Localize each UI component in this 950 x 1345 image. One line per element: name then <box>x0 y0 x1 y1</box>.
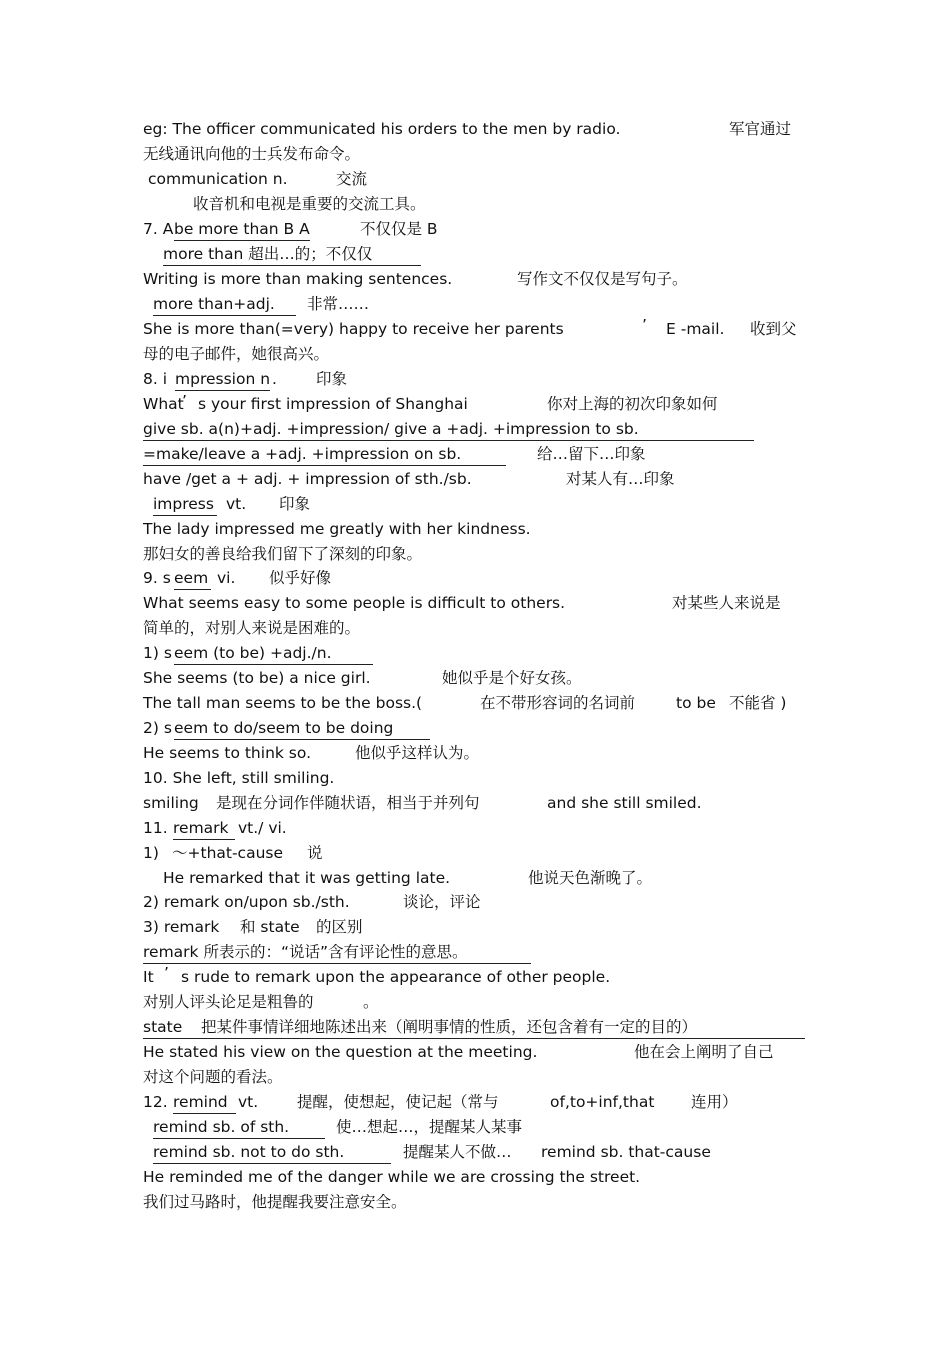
underlined-phrase: more than 超出…的；不仅仅 <box>163 244 421 266</box>
text-segment: It <box>143 968 154 986</box>
text-segment: ～+that-cause <box>172 844 284 862</box>
text-line <box>0 1040 950 1065</box>
text-segment: 我们过马路时，他提醒我要注意安全。 <box>143 1193 407 1211</box>
text-segment: 提醒某人不做… <box>403 1143 512 1161</box>
text-line <box>0 367 950 392</box>
text-line <box>0 117 950 142</box>
text-line <box>0 517 950 542</box>
underlined-phrase: remind sb. not to do sth. <box>153 1142 391 1164</box>
text-segment: smiling <box>143 794 199 812</box>
text-line <box>0 217 950 242</box>
text-line <box>0 940 950 965</box>
underlined-phrase: impress <box>153 494 217 516</box>
text-segment: s rude to remark upon the appearance of other people. <box>181 968 611 986</box>
text-segment: communication n. <box>148 170 288 188</box>
text-segment: 对某人有…印象 <box>566 470 675 488</box>
text-segment: 似乎好像 <box>269 569 332 587</box>
text-line <box>0 267 950 292</box>
text-segment: 3) remark <box>143 918 220 936</box>
text-segment: She is more than(=very) happy to receive her parents <box>143 320 564 338</box>
text-segment: 9. s <box>143 569 171 587</box>
underlined-phrase: remark <box>173 818 235 840</box>
text-segment: He seems to think so. <box>143 744 312 762</box>
text-line <box>0 192 950 217</box>
text-segment: 军官通过 <box>729 120 792 138</box>
underlined-phrase: mpression n <box>175 369 270 391</box>
text-line <box>0 292 950 317</box>
underlined-phrase: =make/leave a +adj. +impression on sb. <box>143 444 506 466</box>
text-segment: 收到父 <box>750 320 797 338</box>
text-segment: vt./ vi. <box>238 819 287 837</box>
text-segment: The lady impressed me greatly with her kindness. <box>143 520 531 538</box>
text-segment: 那妇女的善良给我们留下了深刻的印象。 <box>143 545 423 563</box>
text-line <box>0 816 950 841</box>
text-segment: 印象 <box>316 370 348 388</box>
text-segment: What seems easy to some people is difficult to others. <box>143 594 566 612</box>
text-segment: 12. <box>143 1093 168 1111</box>
text-segment: 使…想起…，提醒某人某事 <box>336 1118 523 1136</box>
text-line <box>0 1015 950 1040</box>
text-segment: of,to+inf,that <box>550 1093 655 1111</box>
text-segment: 连用） <box>691 1093 738 1111</box>
text-segment: 11. <box>143 819 168 837</box>
text-line <box>0 492 950 517</box>
text-segment: 2) remark on/upon sb./sth. <box>143 893 350 911</box>
text-line <box>0 866 950 891</box>
text-segment: 她似乎是个好女孩。 <box>442 669 582 687</box>
text-line <box>0 990 950 1015</box>
text-segment: He remarked that it was getting late. <box>163 869 451 887</box>
underlined-phrase: state <box>143 1017 805 1039</box>
text-segment: 印象 <box>279 495 311 513</box>
text-segment: 8. i <box>143 370 168 388</box>
text-segment: 他说天色渐晚了。 <box>528 869 653 887</box>
text-line <box>0 1165 950 1190</box>
text-line <box>0 716 950 741</box>
text-segment: 给…留下…印象 <box>537 445 646 463</box>
text-line <box>0 766 950 791</box>
text-line <box>0 591 950 616</box>
text-segment: The tall man seems to be the boss.( <box>143 694 423 712</box>
text-segment: and she still smiled. <box>547 794 702 812</box>
text-segment: 提醒，使想起，使记起（常与 <box>297 1093 499 1111</box>
text-segment: What <box>143 395 184 413</box>
text-segment: 在不带形容词的名词前 <box>480 694 636 712</box>
text-segment: 不能省 ) <box>729 694 787 712</box>
text-segment: 母的电子邮件，她很高兴。 <box>143 345 330 363</box>
text-segment: s your first impression of Shanghai <box>198 395 468 413</box>
text-line <box>0 666 950 691</box>
text-segment: 。 <box>363 993 379 1011</box>
text-segment: have /get a + adj. + impression of sth./sb. <box>143 470 472 488</box>
text-segment: . <box>272 370 277 388</box>
text-segment: 非常…… <box>307 295 370 313</box>
text-segment: He stated his view on the question at the meeting. <box>143 1043 538 1061</box>
text-segment: 说 <box>307 844 323 862</box>
underlined-phrase: eem (to be) +adj./n. <box>174 643 373 665</box>
text-segment: ’ <box>164 964 169 982</box>
text-segment: 不仅仅是 B <box>360 220 438 238</box>
text-line <box>0 317 950 342</box>
underlined-phrase: be more than B A <box>174 219 310 241</box>
text-line <box>0 417 950 442</box>
text-segment: Writing is more than making sentences. <box>143 270 453 288</box>
text-line <box>0 616 950 641</box>
text-segment: 和 state <box>240 918 300 936</box>
text-line <box>0 691 950 716</box>
text-line <box>0 242 950 267</box>
text-segment: 交流 <box>336 170 368 188</box>
text-line <box>0 1090 950 1115</box>
text-line <box>0 392 950 417</box>
text-segment: vt. <box>226 495 247 513</box>
underlined-phrase: remind <box>173 1092 236 1114</box>
underlined-phrase: more than+adj. <box>153 294 296 316</box>
text-segment: 2) s <box>143 719 172 737</box>
text-segment: ’ <box>642 316 647 334</box>
underlined-phrase: remark 所表示的：“说话”含有评论性的意思。 <box>143 942 531 964</box>
text-segment: 你对上海的初次印象如何 <box>547 395 718 413</box>
text-segment: 对别人评头论足是粗鲁的 <box>143 993 314 1011</box>
text-segment: 无线通讯向他的士兵发布命令。 <box>143 145 361 163</box>
text-line <box>0 1140 950 1165</box>
text-segment: 10. She left, still smiling. <box>143 769 335 787</box>
text-line <box>0 542 950 567</box>
text-segment: ’ <box>182 392 187 410</box>
text-line <box>0 142 950 167</box>
text-segment: 的区别 <box>316 918 363 936</box>
text-line <box>0 1065 950 1090</box>
text-line <box>0 741 950 766</box>
text-segment: 对这个问题的看法。 <box>143 1068 283 1086</box>
text-line <box>0 890 950 915</box>
text-segment: remind sb. that-cause <box>541 1143 711 1161</box>
text-segment: 他似乎这样认为。 <box>355 744 480 762</box>
text-line <box>0 467 950 492</box>
underlined-phrase: eem to do/seem to be doing <box>174 718 430 740</box>
text-line <box>0 167 950 192</box>
text-segment: 谈论，评论 <box>403 893 481 911</box>
text-line <box>0 1115 950 1140</box>
text-segment: He reminded me of the danger while we are crossing the street. <box>143 1168 641 1186</box>
text-segment: 收音机和电视是重要的交流工具。 <box>193 195 426 213</box>
text-line <box>0 915 950 940</box>
text-line <box>0 566 950 591</box>
text-segment: 把某件事情详细地陈述出来（阐明事情的性质，还包含着有一定的目的） <box>201 1018 698 1036</box>
text-segment: vt. <box>238 1093 259 1111</box>
text-segment: 1) s <box>143 644 172 662</box>
text-segment: 简单的，对别人来说是困难的。 <box>143 619 361 637</box>
text-segment: vi. <box>217 569 236 587</box>
text-line <box>0 1190 950 1215</box>
text-line <box>0 442 950 467</box>
text-segment: to be <box>676 694 716 712</box>
underlined-phrase: eem <box>174 568 211 590</box>
text-segment: 他在会上阐明了自己 <box>634 1043 774 1061</box>
text-segment: 是现在分词作伴随状语，相当于并列句 <box>216 794 480 812</box>
underlined-phrase: remind sb. of sth. <box>153 1117 325 1139</box>
text-segment: She seems (to be) a nice girl. <box>143 669 371 687</box>
text-line <box>0 791 950 816</box>
underlined-phrase: give sb. a(n)+adj. +impression/ give a +adj. +impression to sb. <box>143 419 754 441</box>
text-segment: eg: The officer communicated his orders to the men by radio. <box>143 120 621 138</box>
text-line <box>0 342 950 367</box>
text-segment: 对某些人来说是 <box>672 594 781 612</box>
text-line <box>0 965 950 990</box>
text-segment: 写作文不仅仅是写句子。 <box>517 270 688 288</box>
text-line <box>0 641 950 666</box>
text-segment: E -mail. <box>666 320 725 338</box>
text-line <box>0 841 950 866</box>
text-segment: 7. A <box>143 220 174 238</box>
text-segment: 1) <box>143 844 159 862</box>
